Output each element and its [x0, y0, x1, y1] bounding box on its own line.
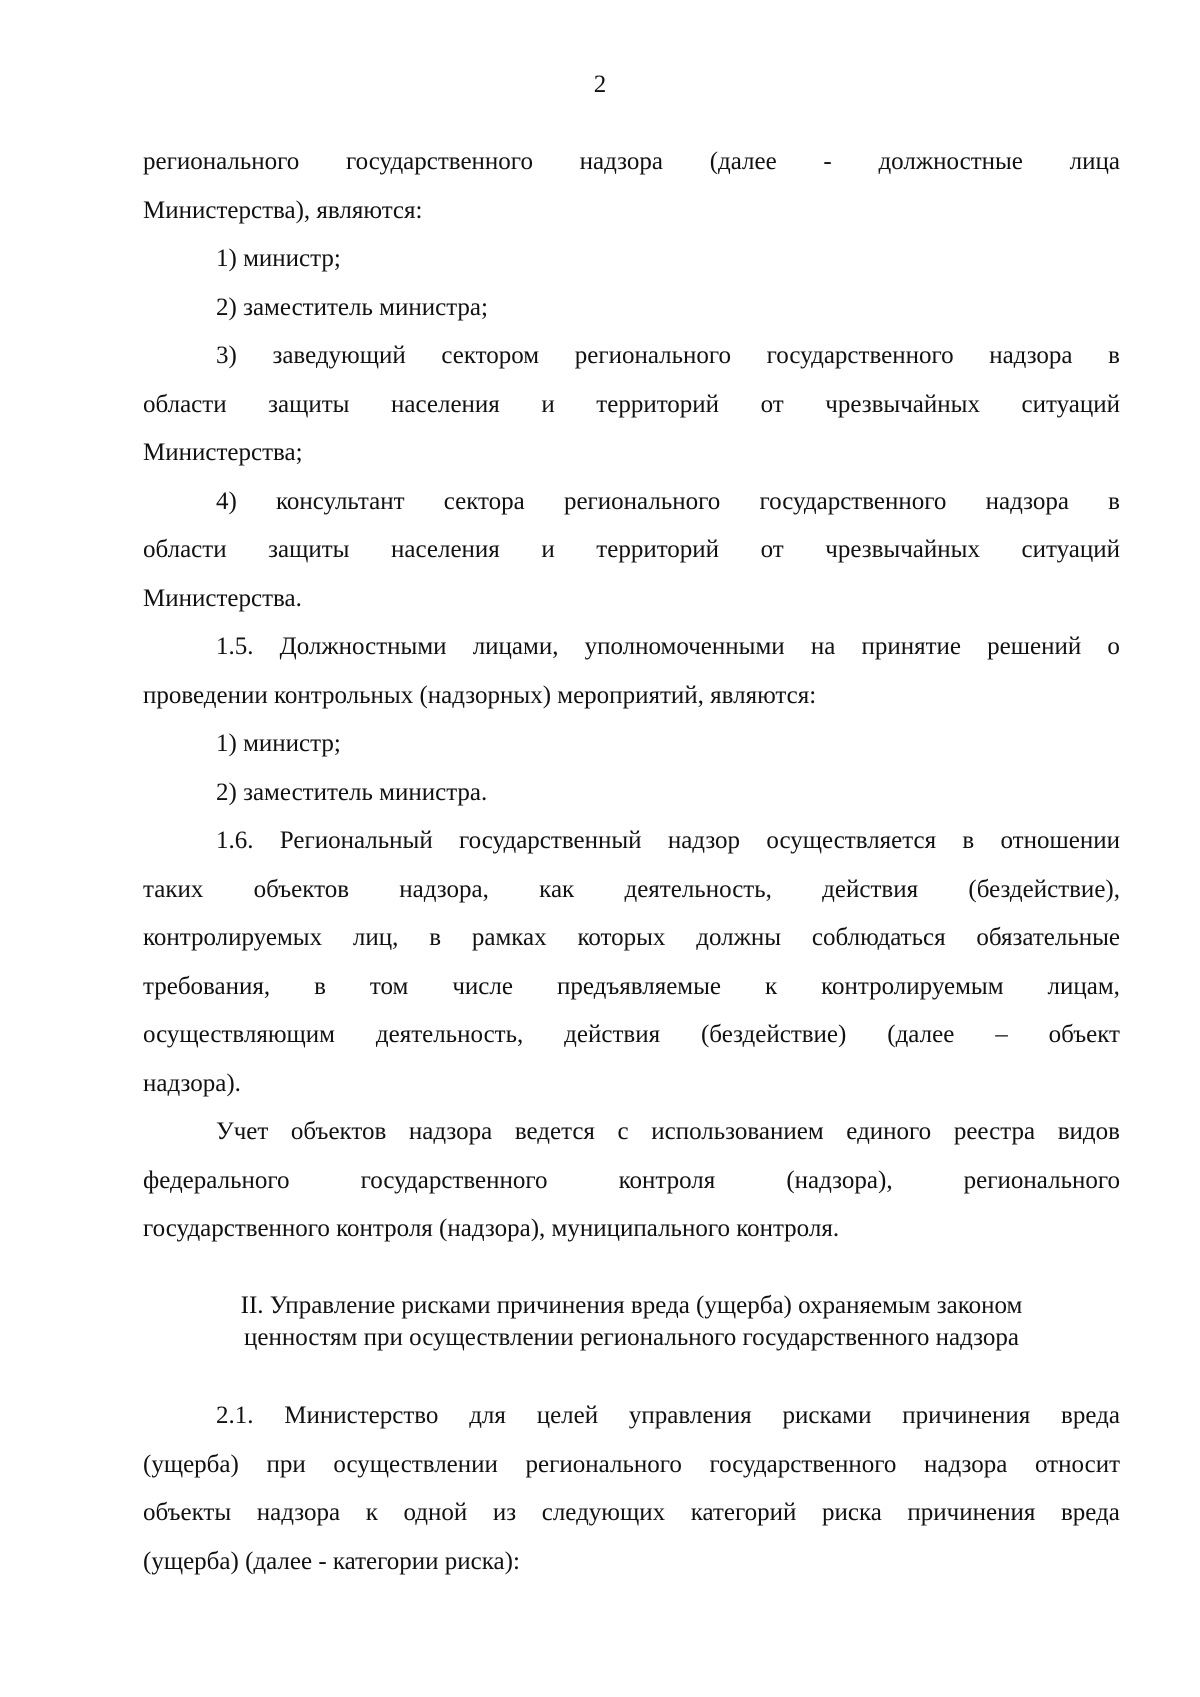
word: ситуаций [1021, 536, 1120, 563]
word: объектов [290, 1118, 387, 1145]
word: надзора [989, 342, 1073, 369]
word: регионального [574, 342, 732, 369]
word: должностные [878, 148, 1023, 175]
word: (бездействие) [700, 1021, 847, 1048]
word: - [823, 148, 832, 175]
word: на [810, 633, 836, 660]
word: заведующий [272, 342, 406, 369]
word: государственного [360, 1166, 548, 1194]
text-line: Министерства. [143, 584, 302, 612]
word: защиты [268, 390, 350, 418]
word: должны [696, 924, 782, 951]
word: регионального [525, 1450, 682, 1478]
word: регионального [143, 148, 300, 175]
text-line: Министерства), являются: [143, 196, 423, 224]
word: таких [143, 875, 204, 903]
word: и [541, 536, 555, 563]
word: 2.1. [216, 1402, 254, 1429]
word: объект [1048, 1021, 1120, 1048]
word: действия [564, 1021, 661, 1048]
word: причинения [902, 1402, 1031, 1429]
word: надзора [985, 487, 1069, 515]
word: объекты [143, 1499, 232, 1526]
text-line [143, 1489, 1120, 1538]
word: (бездействие), [968, 875, 1120, 903]
word: области [143, 536, 227, 563]
text-line [143, 817, 1120, 866]
word: причинения [907, 1499, 1036, 1526]
word: деятельность, [375, 1021, 524, 1048]
word: консультант [276, 487, 405, 515]
word: 4) [216, 487, 237, 515]
section-heading [143, 1290, 1120, 1354]
word: от [760, 390, 784, 418]
word: следующих [541, 1499, 666, 1526]
word: в [962, 827, 975, 854]
word: при [266, 1450, 306, 1478]
word: осуществлении [333, 1450, 498, 1478]
word: вреда [1060, 1499, 1120, 1526]
word: государственного [759, 487, 947, 515]
word: принятие [861, 633, 961, 660]
word: лицам, [1047, 972, 1120, 1000]
word: которых [577, 924, 666, 951]
word: лиц, [352, 924, 399, 951]
text-line [143, 1392, 1120, 1441]
body-text-section-1 [143, 138, 1120, 1254]
word: населения [391, 390, 500, 418]
word: надзора [256, 1499, 341, 1526]
text-line [143, 526, 1120, 575]
word: одной [403, 1499, 468, 1526]
text-line: государственного контроля (надзора), муниципального контроля. [143, 1215, 840, 1242]
text-line [143, 1108, 1120, 1157]
word: из [492, 1499, 517, 1526]
word: от [760, 536, 784, 563]
word: (надзора), [786, 1166, 893, 1194]
word: решений [987, 633, 1082, 660]
word: контроля [618, 1166, 716, 1194]
word: Региональный [279, 827, 433, 854]
text-line [143, 478, 1120, 527]
page-number: 2 [593, 71, 607, 98]
word: для [469, 1402, 506, 1429]
word: сектором [441, 342, 540, 369]
text-line [143, 914, 1120, 963]
word: надзор [667, 827, 741, 854]
word: государственный [459, 827, 642, 854]
word: уполномоченными [584, 633, 785, 660]
word: защиты [268, 536, 350, 563]
word: чрезвычайных [825, 390, 980, 418]
word: (далее [709, 148, 777, 175]
text-line: надзора). [143, 1069, 241, 1097]
word: в [429, 924, 442, 951]
word: государственного [709, 1450, 897, 1478]
word: обязательные [976, 924, 1120, 951]
word: государственного [766, 342, 954, 369]
section-heading-line-1: II. Управление рисками причинения вреда (ущерба) охраняемым законом [240, 1292, 1023, 1319]
word: надзора [924, 1450, 1008, 1478]
word: требования, [143, 972, 271, 1000]
word: Должностными [279, 633, 447, 660]
word: лицами, [472, 633, 559, 660]
word: Учет [216, 1118, 269, 1145]
text-line: проведении контрольных (надзорных) мероприятий, являются: [143, 681, 817, 709]
word: риска [821, 1499, 882, 1526]
word: территорий [596, 536, 720, 563]
word: регионального [963, 1166, 1120, 1194]
text-line: 1) министр; [216, 730, 341, 757]
word: (далее [887, 1021, 955, 1048]
text-line: 2) заместитель министра. [216, 778, 488, 806]
text-line [143, 1441, 1120, 1490]
word: 1.5. [216, 633, 254, 660]
word: осуществляется [766, 827, 937, 854]
word: контролируемым [821, 972, 1004, 1000]
word: надзора [579, 148, 663, 175]
text-line: 2) заместитель министра; [216, 293, 488, 321]
text-line: (ущерба) (далее - категории риска): [143, 1547, 520, 1575]
word: государственного [346, 148, 533, 175]
word: к [765, 972, 778, 1000]
word: предъявляемые [556, 972, 722, 1000]
word: целей [536, 1402, 599, 1429]
body-text-section-2 [143, 1392, 1120, 1586]
word: федерального [143, 1166, 290, 1194]
word: чрезвычайных [825, 536, 980, 563]
text-line: 1) министр; [216, 245, 341, 272]
word: рисками [782, 1402, 872, 1429]
word: контролируемых [143, 924, 323, 951]
word: использованием [651, 1118, 824, 1145]
word: относит [1035, 1450, 1120, 1478]
word: (ущерба) [143, 1450, 239, 1478]
word: соблюдаться [811, 924, 946, 951]
word: надзора [408, 1118, 493, 1145]
word: 1.6. [216, 827, 254, 854]
word: в [1108, 487, 1120, 515]
text-line [143, 1011, 1120, 1060]
word: осуществляющим [143, 1021, 335, 1048]
word: области [143, 390, 227, 418]
section-heading-line-2: ценностям при осуществлении регионального государственного надзора [244, 1324, 1019, 1351]
text-line [143, 138, 1120, 187]
word: к [365, 1499, 378, 1526]
word: регионального [563, 487, 721, 515]
word: – [995, 1021, 1008, 1048]
text-line [143, 381, 1120, 430]
word: том [369, 972, 409, 1000]
word: категорий [690, 1499, 797, 1526]
word: ведется [514, 1118, 595, 1145]
word: о [1107, 633, 1120, 660]
word: управления [628, 1402, 752, 1429]
word: единого [846, 1118, 932, 1145]
word: лица [1069, 148, 1120, 175]
word: 3) [216, 342, 237, 369]
word: отношении [1000, 827, 1120, 854]
text-line: Министерства; [143, 439, 303, 466]
word: в [1108, 342, 1120, 369]
word: с [617, 1118, 629, 1145]
word: деятельность, [624, 875, 772, 903]
word: видов [1057, 1118, 1120, 1145]
word: числе [452, 972, 513, 1000]
text-line [143, 963, 1120, 1012]
word: объектов [253, 875, 349, 903]
word: Министерство [284, 1402, 439, 1429]
text-line [143, 1157, 1120, 1206]
text-line [143, 866, 1120, 915]
word: как [539, 875, 575, 903]
word: сектора [443, 487, 525, 515]
word: в [314, 972, 326, 1000]
word: вреда [1061, 1402, 1120, 1429]
text-line [143, 332, 1120, 381]
word: населения [391, 536, 500, 563]
word: надзора, [399, 875, 489, 903]
word: действия [822, 875, 919, 903]
text-line [143, 623, 1120, 672]
word: рамках [471, 924, 547, 951]
word: и [541, 390, 555, 418]
word: территорий [596, 390, 720, 418]
word: реестра [953, 1118, 1036, 1145]
word: ситуаций [1021, 390, 1120, 418]
